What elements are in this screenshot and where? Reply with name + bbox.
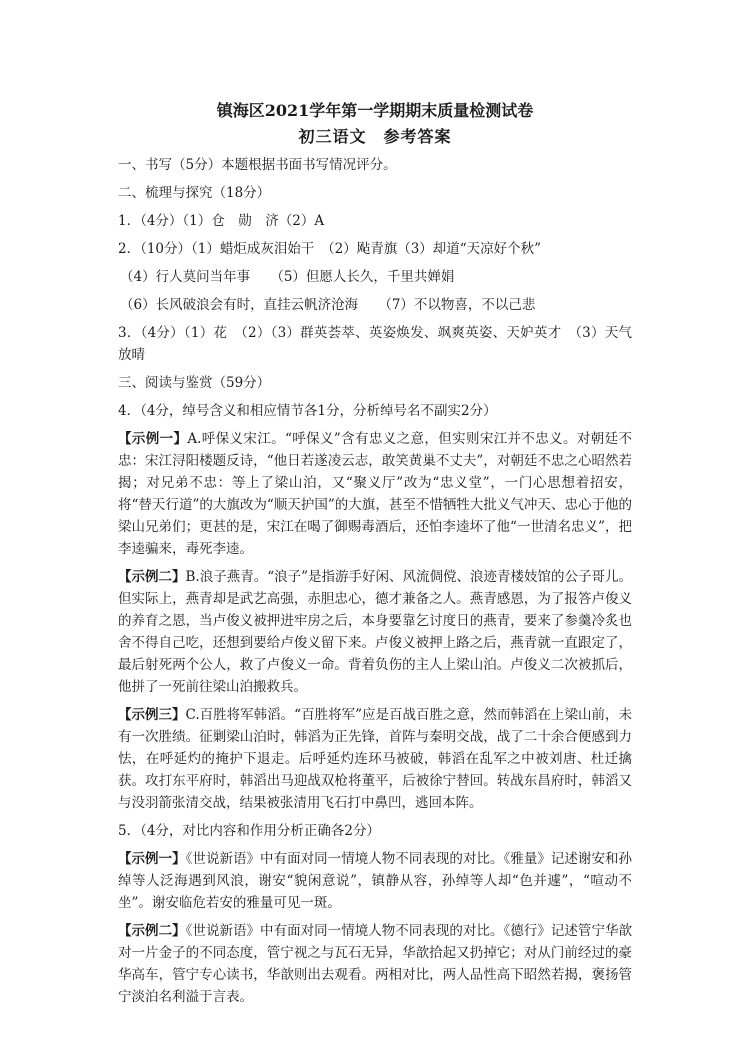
- answer-q1: 1．（4分）（1）仓 勋 济（2）A: [118, 213, 325, 229]
- answer-key-subtitle: 初三语文 参考答案: [298, 127, 452, 146]
- answer-q2-line1: 2．（10分）（1）蜡炬成灰泪始干 （2）飐青旗（3）却道“天凉好个秋”: [118, 241, 542, 257]
- example-text: A.呼保义宋江。“呼保义”含有忠义之意，但实则宋江并不忠义。对朝廷不忠：宋江浔阳楼题反诗，“他日若遂凌云志，敢笑黄巢不丈夫”，对朝廷不忠之心昭然若揭；对兄弟不忠：等上了梁山泊，又“聚义厅”改为“忠义堂”，一门心思想着招安，将“替天行道”的大旗改为“顺天护国”的大旗，甚至不惜牺牲大批义气冲天、忠心于他的梁山兄弟们；更甚的是，宋江在喝了御赐毒酒后，还怕李逵坏了他“一世清名忠义”，把李逵骗来，毒死李逵。: [118, 431, 633, 557]
- exam-title: 镇海区2021学年第一学期期末质量检测试卷: [216, 101, 534, 120]
- example-label: 【示例二】: [118, 569, 186, 585]
- section-2-heading: 二、梳理与探究（18分）: [118, 185, 271, 201]
- answer-q3: 3．（4分）（1）花 （2）（3）群英荟萃、英姿焕发、飒爽英姿、天妒英才 （3）天气放晴: [118, 325, 632, 363]
- section-3-heading: 三、阅读与鉴赏（59分）: [118, 375, 271, 391]
- q5-example-1: [118, 848, 632, 914]
- answer-q2-line3: （6）长风破浪会有时，直挂云帆济沧海 （7）不以物喜，不以己悲: [120, 297, 536, 313]
- example-text: 《世说新语》中有面对同一情境人物不同表现的对比。《雅量》记述谢安和孙绰等人泛海遇到风浪，谢安“貌闲意说”，镇静从容，孙绰等人却“色并遽”，“喧动不坐”。谢安临危若安的雅量可见一斑。: [118, 851, 633, 911]
- q4-example-1: [118, 428, 632, 560]
- example-label: 【示例一】: [118, 431, 188, 447]
- section-1-writing: 一、书写（5分）本题根据书面书写情况评分。: [118, 157, 397, 173]
- example-label: 【示例三】: [118, 707, 186, 723]
- example-text: 《世说新语》中有面对同一情境人物不同表现的对比。《德行》记述管宁华歆对一片金子的不同态度，管宁视之与瓦石无异，华歆拾起又扔掉它；对从门前经过的豪华高车，管宁专心读书，华歆则出去观看。两相对比，两人品性高下昭然若揭，褒扬管宁淡泊名利溢于言表。: [118, 923, 633, 1005]
- example-label: 【示例二】: [118, 923, 186, 939]
- q4-example-2: [118, 566, 632, 698]
- example-text: C.百胜将军韩滔。“百胜将军”应是百战百胜之意，然而韩滔在上梁山前，未有一次胜绩。征剿梁山泊时，韩滔为正先锋，首阵与秦明交战，战了二十余合便感到力怯，在呼延灼的掩护下退走。后呼延灼连环马被破，韩滔在乱军之中被刘唐、杜迁擒获。攻打东平府时，韩滔出马迎战双枪将董平，后被徐宁替回。转战东昌府时，韩滔又与没羽箭张清交战，结果被张清用飞石打中鼻凹，逃回本阵。: [118, 707, 632, 811]
- example-label: 【示例一】: [118, 851, 186, 867]
- example-text: B.浪子燕青。“浪子”是指游手好闲、风流倜傥、浪迹青楼妓馆的公子哥儿。但实际上，燕青却是武艺高强，赤胆忠心，德才兼备之人。燕青感恩，为了报答卢俊义的养育之恩，当卢俊义被押进牢房之后，本身要靠乞讨度日的燕青，要来了参羹冷炙也舍不得自己吃，还想到要给卢俊义留下来。卢俊义被押上路之后，燕青就一直跟定了，最后射死两个公人，救了卢俊义一命。背着负伤的主人上梁山泊。卢俊义二次被抓后，他拼了一死前往梁山泊搬救兵。: [118, 569, 633, 695]
- answer-q2-line2: （4）行人莫问当年事 （5）但愿人长久，千里共婵娟: [120, 269, 455, 285]
- q4-example-3: [118, 704, 632, 814]
- answer-q4-scoring: 4．（4分，绰号含义和相应情节各1分，分析绰号名不副实2分）: [118, 403, 497, 419]
- answer-q5-scoring: 5．（4分，对比内容和作用分析正确各2分）: [118, 823, 381, 839]
- q5-example-2: [118, 920, 632, 1008]
